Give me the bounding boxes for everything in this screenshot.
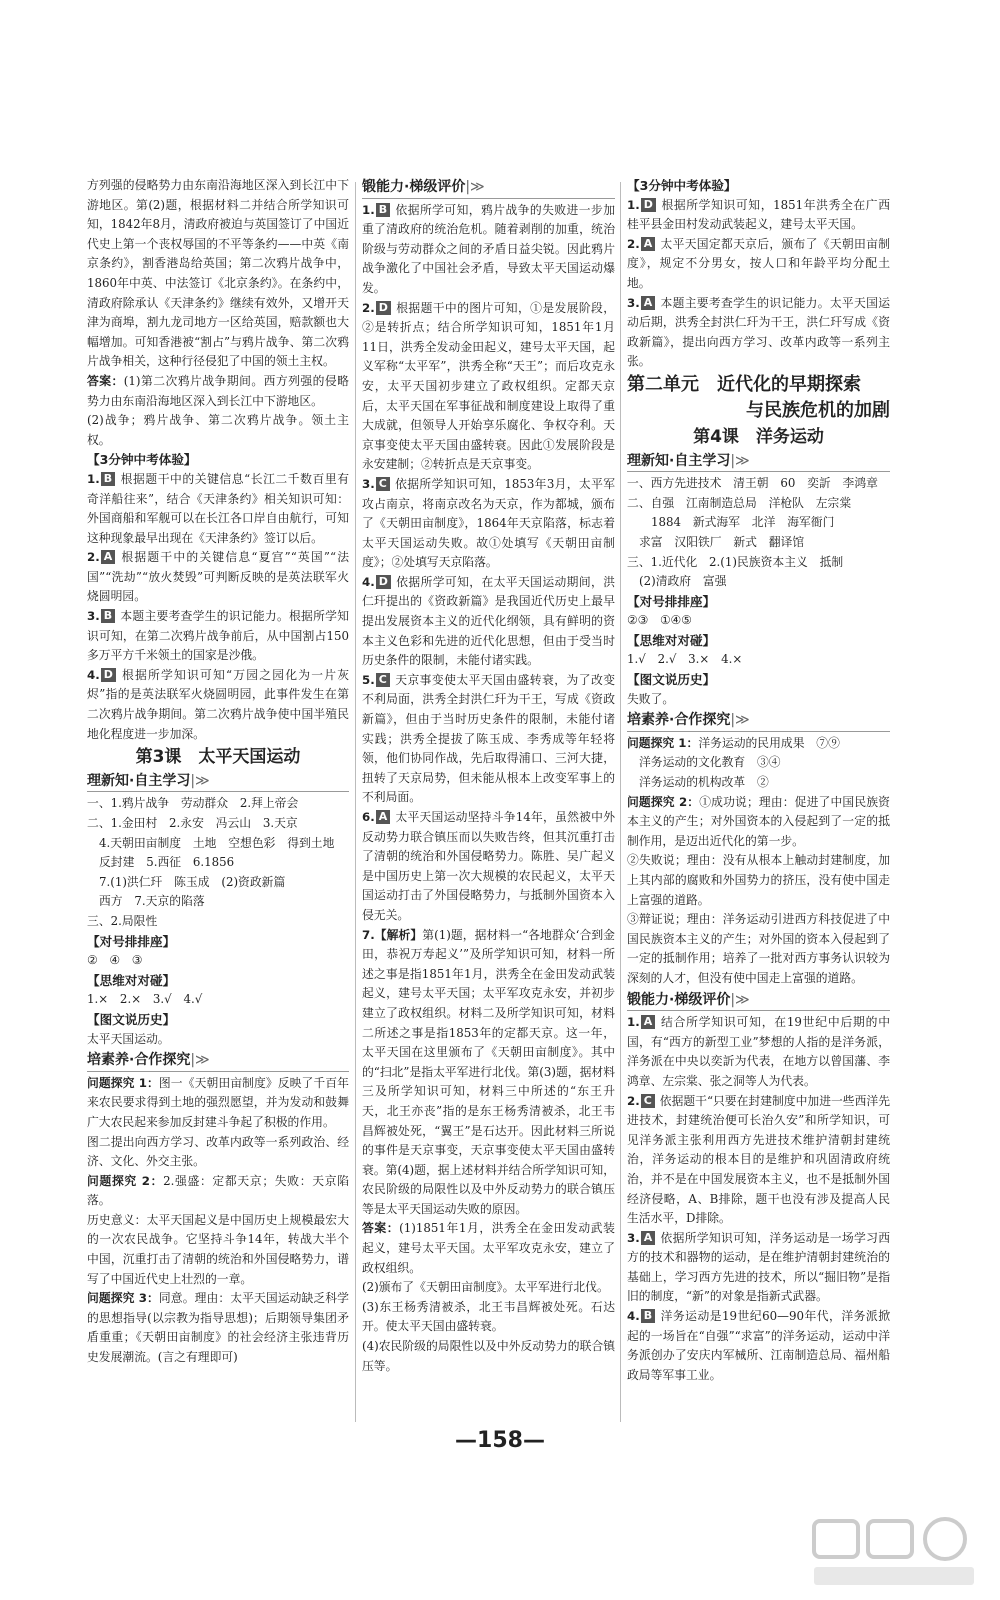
analysis-text: 第(1)题，据材料一“各地群众‘合到金田，恭祝万寿起义’”及所学知识可知，材料一所述之事是指1851年1月，洪秀全在金田发动武装起义，建号太平天国；太平军攻克永安，并初步建立了政权组织。材料二及所学知识可知，材料二所述之事是指1853年的定都天京。这一年，太平天国在这里颁布了《天朝田亩制度》。其中的“扫北”是指太平军进行北伐。第(3)题，据材料三及所学知识可知，材料三中所述的“东王升天，北王亦丧”指的是东王杨秀清被杀，北王韦昌辉被处死，“翼王”是石达开。因此材料三所说的事件是天京事变，天京事变使太平天国由盛转衰。第(4)题，据上述材料并结合所学知识可知，农民阶级的局限性以及中外反动势力的联合镇压等是太平天国运动失败的原因。 bbox=[362, 927, 615, 1216]
question-item bbox=[362, 475, 615, 573]
question-number: 4. bbox=[362, 574, 375, 589]
dh-heading: 【对号排排座】 bbox=[87, 933, 176, 949]
question-explanation: 本题主要考查学生的识记能力。根据所学知识可知，在第二次鸦片战争前后，从中国割占150多万平方千米领土的国家是沙俄。 bbox=[87, 609, 349, 663]
tj-item bbox=[87, 1133, 349, 1172]
tj-item bbox=[87, 1211, 349, 1289]
question-explanation: 太平天国运动坚持斗争14年，虽然被中外反动势力联合镇压而以失败告终，但其沉重打击了清朝的统治和外国侵略势力。陈胜、吴广起义是中国历史上第一次大规模的农民起义，太平天国运动打击了外国侵略势力，与抵制外国资本入侵无关。 bbox=[362, 810, 615, 922]
fill-line: (2)清政府 富强 bbox=[639, 574, 727, 589]
question-explanation: 根据所学知识可知，1851年洪秀全在广西桂平县金田村发动武装起义，建号太平天国。 bbox=[627, 197, 890, 232]
answer-choice-badge: D bbox=[376, 575, 391, 589]
section-lxz: 理新知·自主学习|≫ bbox=[87, 772, 349, 793]
unit-title bbox=[627, 372, 890, 424]
question-number: 6. bbox=[362, 810, 375, 824]
section-dnl-label: 锻能力·梯级评价 bbox=[362, 179, 466, 195]
question-explanation: 依据所学知识可知，1853年3月，太平军攻占南京，将南京改名为天京，作为都城，颁布了《天朝田亩制度》，1864年天京陷落，标志着太平天国运动失败。故①处填写《天朝田亩制度》；②处填写天京陷落。 bbox=[362, 476, 615, 570]
question-item bbox=[627, 1307, 890, 1385]
column-divider bbox=[355, 182, 356, 1422]
answer-choice-badge: A bbox=[641, 237, 656, 251]
unit-title-line2: 与民族危机的加剧 bbox=[746, 399, 890, 421]
watermark-logo-icon bbox=[810, 1515, 980, 1590]
fill-line: 三、1.近代化 2.(1)民族资本主义 抵制 bbox=[627, 554, 844, 569]
question-explanation: 天京事变使太平天国由盛转衰，为了改变不利局面，洪秀全封洪仁玕为干王，写成《资政新篇》，但由于当时历史条件的限制，未能付诸实践；洪秀全提拔了陈玉成、李秀成等年轻将领，他们协同作战，先后取得浦口、三河大捷，扭转了天京局势，但未能从根本上改变军事上的不利局面。 bbox=[362, 672, 615, 805]
answer-1: (1)第二次鸦片战争期间。西方列强的侵略势力由东南沿海地区深入到长江中下游地区。 bbox=[87, 373, 349, 408]
question-number: 1. bbox=[627, 1015, 640, 1030]
answer-choice-badge: B bbox=[641, 1309, 655, 1323]
section-lxz-label: 理新知·自主学习 bbox=[627, 452, 731, 469]
answer-choice-badge: A bbox=[101, 550, 116, 564]
question-explanation: 根据所学知识可知“万园之园化为一片灰烬”指的是英法联军火烧圆明园，此事件发生在第二次鸦片战争期间。第二次鸦片战争使中国半殖民地化程度进一步加深。 bbox=[87, 667, 349, 741]
answer-choice-badge: D bbox=[376, 301, 391, 315]
question-item bbox=[362, 808, 615, 926]
question-number: 2. bbox=[627, 1093, 640, 1108]
dh-heading: 【对号排排座】 bbox=[627, 593, 716, 609]
question-item bbox=[362, 671, 615, 808]
fill-line: 一、1.鸦片战争 劳动群众 2.拜上帝会 bbox=[87, 796, 299, 811]
fill-line: 求富 汉阳铁厂 新式 翻译馆 bbox=[639, 534, 805, 549]
section-psy: 培素养·合作探究|≫ bbox=[627, 711, 890, 732]
tj-label: 问题探究 2： bbox=[87, 1173, 164, 1188]
tw-answer: 失败了。 bbox=[627, 691, 675, 706]
question-number: 5. bbox=[362, 672, 375, 687]
tj1-line: 洋务运动的机构改革 ② bbox=[639, 775, 769, 790]
section-psy-label: 培素养·合作探究 bbox=[87, 1052, 191, 1069]
dh-answer: ② ④ ③ bbox=[87, 953, 143, 968]
answer-label: 答案： bbox=[87, 373, 124, 388]
question-item bbox=[627, 1229, 890, 1307]
tj1: 问题探究 1：洋务运动的民用成果 ⑦⑨ bbox=[627, 735, 840, 750]
answer-line: (2)颁布了《天朝田亩制度》。太平军进行北伐。 bbox=[362, 1280, 609, 1295]
question-number: 4. bbox=[627, 1309, 640, 1324]
question-explanation: 结合所学知识可知，在19世纪中后期的中国，有“西方的新型工业”梦想的人指的是洋务派，洋务派在中央以奕訢为代表，在地方以曾国藩、李鸿章、左宗棠、张之洞等人为代表。 bbox=[627, 1015, 890, 1088]
fill-list bbox=[627, 474, 890, 592]
zk-heading: 【3分钟中考体验】 bbox=[627, 178, 737, 193]
fill-line: 一、西方先进技术 清王朝 60 奕訢 李鸿章 bbox=[627, 476, 878, 491]
answer-choice-badge: B bbox=[101, 609, 115, 623]
question-list bbox=[362, 201, 615, 926]
question-explanation: 依据所学可知，鸦片战争的失败进一步加重了清政府的统治危机。随着剥削的加重，统治阶级与劳动群众之间的矛盾日益尖锐。因此鸦片战争激化了中国社会矛盾，导致太平天国运动爆发。 bbox=[362, 202, 615, 295]
question-explanation: 洋务运动是19世纪60—90年代，洋务派掀起的一场旨在“自强”“求富”的洋务运动，运动中洋务派创办了安庆内军械所、江南制造总局、福州船政局等军事工业。 bbox=[627, 1309, 890, 1382]
fill-line: 4.天朝田亩制度 土地 空想色彩 得到土地 反封建 5.西征 6.1856 bbox=[99, 835, 347, 870]
analysis-label: 【解析】 bbox=[374, 927, 423, 942]
lesson-3-title: 第3课 太平天国运动 bbox=[135, 747, 301, 768]
question-number: 1. bbox=[627, 197, 640, 212]
tj-text: 同意。理由：太平天国运动缺乏科学的思想指导(以宗教为指导思想)；后期领导集团矛盾重重；《天朝田亩制度》的社会经济主张违背历史发展潮流。(言之有理即可) bbox=[87, 1291, 349, 1365]
fill-line: 7.(1)洪仁玕 陈玉成 (2)资政新篇 bbox=[99, 874, 286, 889]
answer-choice-badge: C bbox=[376, 477, 390, 491]
question-item bbox=[627, 294, 890, 372]
answer-choice-badge: A bbox=[641, 1015, 656, 1029]
tj2: 问题探究 2：①成功说；理由：促进了中国民族资本主义的产生；对外国资本的入侵起到了一定的抵制作用，是迈出近代化的第一步。 bbox=[627, 794, 890, 848]
question-item bbox=[87, 548, 349, 607]
dh-answer: ②③ ①④⑤ bbox=[627, 613, 692, 628]
question-explanation: 本题主要考查学生的识记能力。太平天国运动后期，洪秀全封洪仁玕为干王，洪仁玕写成《资政新篇》，提出向西方学习、改革内政等一系列主张。 bbox=[627, 295, 890, 369]
question-explanation: 依据所学知识可知，洋务运动是一场学习西方的技术和器物的运动，是在维护清朝封建统治的基础上，学习西方先进的技术，所以“掘旧物”是指旧的制度，“新”的对象是指新式武器。 bbox=[627, 1230, 890, 1304]
answer-choice-badge: D bbox=[641, 198, 656, 212]
section-lxz: 理新知·自主学习|≫ bbox=[627, 452, 890, 473]
tj-label: 问题探究 1： bbox=[87, 1075, 159, 1090]
question-item bbox=[627, 1092, 890, 1229]
tj-text: 历史意义：太平天国起义是中国历史上规模最宏大的一次农民战争。它坚持斗争14年，转战大半个中国，沉重打击了清朝的统治和外国侵略势力，谱写了中国近代史上壮烈的一章。 bbox=[87, 1212, 349, 1286]
question-item bbox=[627, 235, 890, 294]
zk-list bbox=[87, 470, 349, 744]
answer-choice-badge: C bbox=[641, 1094, 655, 1108]
tj-text: 2.强盛：定都天京；失败：天京陷落。 bbox=[87, 1173, 349, 1208]
section-psy-label: 培素养·合作探究 bbox=[627, 712, 731, 729]
answer-line: (3)东王杨秀清被杀，北王韦昌辉被处死。石达开。使太平天国由盛转衰。 bbox=[362, 1299, 615, 1334]
answer-choice-badge: A bbox=[641, 1231, 656, 1245]
tw-heading: 【图文说历史】 bbox=[87, 1011, 176, 1027]
answer-choice-badge: B bbox=[376, 203, 390, 217]
zk-list bbox=[627, 196, 890, 372]
tj2-line: ③辩证说；理由：洋务运动引进西方科技促进了中国民族资本主义的产生；对外国的资本入侵起到了一定的抵制作用；培养了一批对西方事务认识较为深刻的人才，但没有使中国走上富强的道路。 bbox=[627, 912, 890, 985]
question-number: 3. bbox=[87, 609, 100, 624]
question-item bbox=[87, 470, 349, 548]
zk-heading: 【3分钟中考体验】 bbox=[87, 452, 197, 468]
question-explanation: 根据题干中的关键信息“夏宫”“英国”“法国”“洗劫”“放火焚毁”可判断反映的是英法联军火烧圆明园。 bbox=[87, 550, 349, 604]
question-explanation: 太平天国定都天京后，颁布了《天朝田亩制度》，规定不分男女，按人口和年龄平均分配土地。 bbox=[627, 236, 890, 290]
question-number: 3. bbox=[627, 295, 640, 310]
tj-label: 问题探究 3： bbox=[87, 1291, 159, 1306]
question-explanation: 依据题干“只要在封建制度中加进一些西洋先进技术，封建统治便可长治久安”和所学知识，可见洋务派主张利用西方先进技术维护清朝封建统治，洋务运动的根本目的是维护和巩固清政府统治，并不是在中国发展资本主义，也不是抵制外国经济侵略，A、B排除，题干也没有涉及提高人民生活水平，D排除。 bbox=[627, 1093, 890, 1226]
sw-heading: 【思维对对碰】 bbox=[87, 972, 176, 988]
question-explanation: 根据题干中的图片可知，①是发展阶段，②是转折点；结合所学知识可知，1851年1月11日，洪秀全发动金田起义，建号太平天国，起义军称“太平军”，洪秀全称“天王”；而后攻克永安，太平天国初步建立了政权组织。定都天京后，太平天国在军事征战和制度建设上取得了重大成就，但领导人开始享乐腐化、争权夺利。天京事变使太平天国由盛转衰。因此①发展阶段是永安建制；②转折点是天京事变。 bbox=[362, 300, 615, 472]
answer-choice-badge: B bbox=[101, 472, 115, 486]
tw-answer: 太平天国运动。 bbox=[87, 1031, 170, 1046]
tj1-line: 洋务运动的文化教育 ③④ bbox=[639, 755, 781, 770]
tj-text: 图一《天朝田亩制度》反映了千百年来农民要求得到土地的强烈愿望，并为发动和鼓舞广大农民起来参加反封建斗争起了积极的作用。 bbox=[87, 1075, 349, 1129]
question-item bbox=[87, 666, 349, 744]
tj-item bbox=[87, 1074, 349, 1133]
question-7: 7.【解析】第(1)题，据材料一“各地群众‘合到金田，恭祝万寿起义’”及所学知识可知，材料一所述之事是指1851年1月，洪秀全在金田发动武装起义，建号太平天国；太平军攻克永安，并初步建立了政权组织。材料二及所学知识可知，材料二所述之事是指1853年的定都天京。这一年，太平天国在这里颁布了《天朝田亩制度》。其中的“扫北”是指太平军进行北伐。第(3)题，据材料三及所学知识可知，材料三中所述的“东王升天，北王亦丧”指的是东王杨秀清被杀，北王韦昌辉被处死，“翼王”是石达开。因此材料三所说的事件是天京事变，天京事变使太平天国由盛转衰。第(4)题，据上述材料并结合所学知识可知，农民阶级的局限性以及中外反动势力的联合镇压等是太平天国运动失败的原因。 bbox=[362, 927, 615, 1216]
question-explanation: 依据所学可知，在太平天国运动期间，洪仁玕提出的《资政新篇》是我国近代历史上最早提出发展资本主义的近代化纲领，具有鲜明的资本主义色彩和先进的近代化思想，但由于受当时历史条件的限制，未能付诸实践。 bbox=[362, 574, 615, 668]
fill-line: 三、2.局限性 bbox=[87, 913, 158, 928]
question-number: 4. bbox=[87, 667, 100, 682]
unit-title-line1: 第二单元 近代化的早期探索 bbox=[627, 373, 861, 395]
question-number: 3. bbox=[627, 1230, 640, 1245]
column-left bbox=[87, 176, 349, 1368]
tj-list bbox=[87, 1074, 349, 1368]
section-dnl-label: 锻能力·梯级评价 bbox=[627, 991, 731, 1008]
column-middle bbox=[362, 176, 615, 1376]
tj-text: 图二提出向西方学习、改革内政等一系列政治、经济、文化、外交主张。 bbox=[87, 1134, 349, 1169]
answer-label: 答案： bbox=[362, 1221, 400, 1236]
section-psy: 培素养·合作探究|≫ bbox=[87, 1051, 349, 1072]
answer-choice-badge: D bbox=[101, 668, 116, 682]
answer-choice-badge: A bbox=[376, 810, 391, 824]
question-item bbox=[362, 201, 615, 299]
section-dnl: 锻能力·梯级评价|≫ bbox=[362, 178, 615, 199]
section-dnl: 锻能力·梯级评价|≫ bbox=[627, 991, 890, 1012]
answer-choice-badge: C bbox=[376, 673, 390, 687]
question-number: 2. bbox=[362, 300, 375, 315]
question-number: 2. bbox=[627, 236, 640, 251]
question-explanation: 根据题干中的关键信息“长江二千数百里有奇洋船往来”，结合《天津条约》相关知识可知：外国商船和军舰可以在长江各口岸自由航行，可知这种现象最早出现在《天津条约》签订以后。 bbox=[87, 471, 349, 545]
answer-line: (4)农民阶级的局限性以及中外反动势力的联合镇压等。 bbox=[362, 1339, 615, 1373]
column-right bbox=[627, 176, 890, 1385]
fill-line: 西方 7.天京的陷落 bbox=[99, 894, 205, 909]
question-number: 3. bbox=[362, 476, 375, 491]
question-item bbox=[627, 1013, 890, 1091]
answer-paragraph bbox=[87, 372, 349, 411]
question-number: 1. bbox=[362, 202, 375, 217]
sw-heading: 【思维对对碰】 bbox=[627, 632, 716, 648]
answer-choice-badge: A bbox=[641, 296, 656, 310]
page-number: —158— bbox=[455, 1428, 545, 1453]
fill-line: 二、自强 江南制造总局 洋枪队 左宗棠 bbox=[627, 495, 852, 510]
answer-2: (2)战争；鸦片战争、第二次鸦片战争。领土主权。 bbox=[87, 413, 349, 447]
question-item bbox=[362, 299, 615, 475]
fill-list bbox=[87, 794, 349, 931]
sw-answer: 1.× 2.× 3.√ 4.√ bbox=[87, 992, 203, 1007]
answer-paragraph: 答案：(1)1851年1月，洪秀全在金田发动武装起义，建号太平天国。太平军攻克永安，建立了政权组织。 bbox=[362, 1221, 615, 1275]
question-list bbox=[627, 1013, 890, 1385]
question-number: 1. bbox=[87, 471, 100, 486]
question-item bbox=[87, 607, 349, 666]
lesson-4-title: 第4课 洋务运动 bbox=[693, 426, 824, 447]
tj-item bbox=[87, 1289, 349, 1367]
question-item bbox=[362, 573, 615, 671]
section-lxz-label: 理新知·自主学习 bbox=[87, 772, 191, 789]
tw-heading: 【图文说历史】 bbox=[627, 672, 716, 688]
tj-item bbox=[87, 1172, 349, 1211]
fill-line: 二、1.金田村 2.永安 冯云山 3.天京 bbox=[87, 816, 298, 830]
sw-answer: 1.√ 2.√ 3.× 4.× bbox=[627, 652, 743, 667]
tj2-line: ②失败说；理由：没有从根本上触动封建制度，加上其内部的腐败和外国势力的挤压，没有使中国走上富强的道路。 bbox=[627, 853, 890, 907]
question-number: 2. bbox=[87, 550, 100, 565]
fill-line: 1884 新式海军 北洋 海军衙门 bbox=[651, 515, 835, 530]
question-item bbox=[627, 196, 890, 235]
column-divider bbox=[620, 182, 621, 1422]
intro-paragraph: 方列强的侵略势力由东南沿海地区深入到长江中下游地区。第(2)题，根据材料二并结合所学知识可知，1842年8月，清政府被迫与英国签订了中国近代史上第一个丧权辱国的不平等条约——中英《南京条约》，割香港岛给英国；第二次鸦片战争中，1860年中英、中法签订《北京条约》。在条约中，清政府除承认《天津条约》继续有效外，又增开天津为商埠，割九龙司地方一区给英国，赔款额也大幅增加。可知香港被“割占”与鸦片战争、第二次鸦片战争相关，这种行径侵犯了中国的领土主权。 bbox=[87, 178, 349, 369]
